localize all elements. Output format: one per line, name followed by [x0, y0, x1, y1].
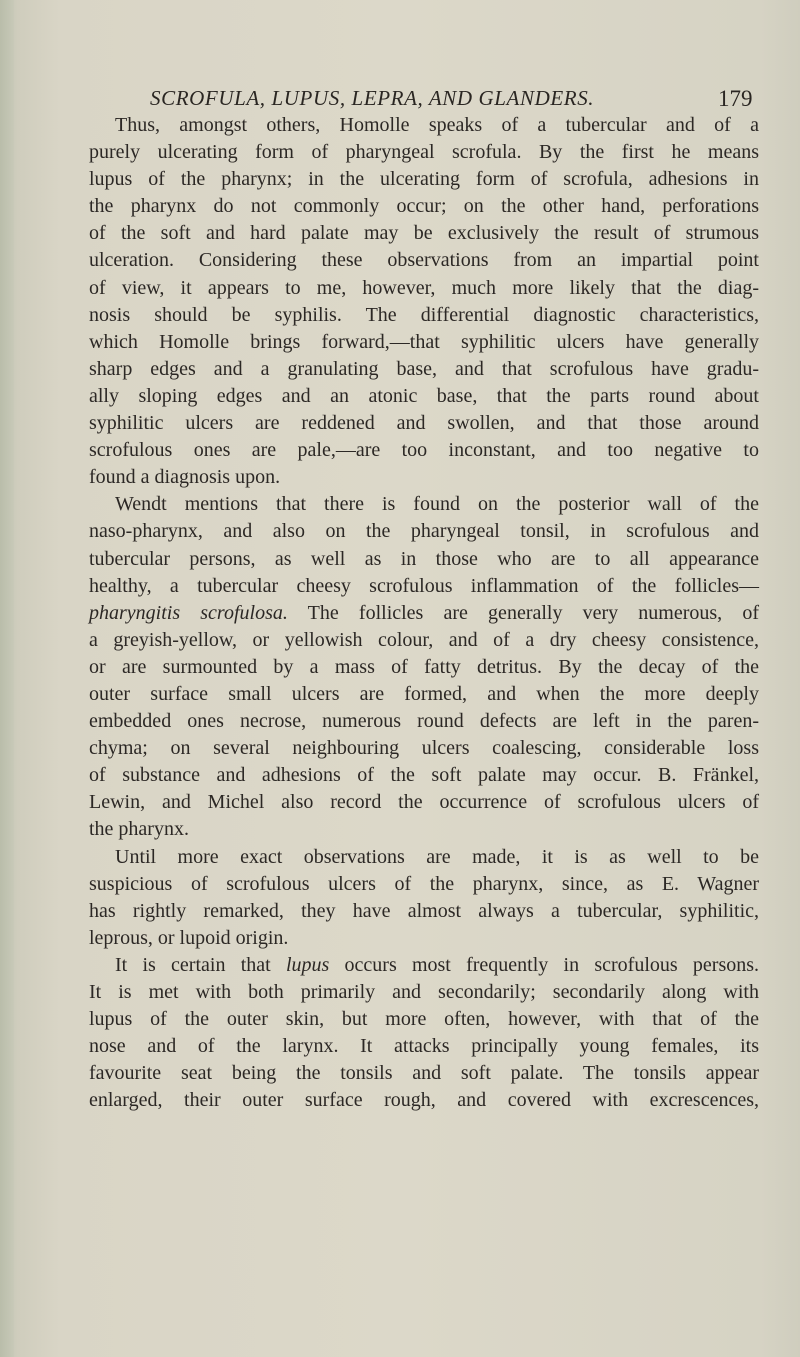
text-line: syphilitic ulcers are reddened and swollen, and that those around [89, 412, 759, 435]
text-line: of view, it appears to me, however, much more likely that the diag- [89, 276, 759, 299]
text-line: healthy, a tubercular cheesy scrofulous inflammation of the follicles— [89, 574, 759, 597]
page-number: 179 [718, 86, 753, 111]
text-line: nose and of the larynx. It attacks principally young females, its [89, 1035, 759, 1058]
text-span: It is certain that [115, 953, 286, 976]
text-line: enlarged, their outer surface rough, and covered with excrescences, [89, 1089, 759, 1112]
italic-term: lupus [285, 953, 330, 976]
text-line: sharp edges and a granulating base, and that scrofulous have gradu- [89, 357, 759, 380]
text-line: Wendt mentions that there is found on the posterior wall of the [115, 493, 759, 516]
text-line-mixed [89, 600, 759, 627]
text-line: scrofulous ones are pale,—are too inconstant, and too negative to [89, 439, 759, 462]
page-gutter-shadow [0, 0, 14, 1357]
text-line-mixed [89, 952, 759, 979]
text-line: of substance and adhesions of the soft palate may occur. B. Fränkel, [89, 764, 759, 787]
text-line: lupus of the outer skin, but more often, however, with that of the [89, 1008, 759, 1031]
text-line: Lewin, and Michel also record the occurrence of scrofulous ulcers of [89, 791, 759, 814]
text-line: ally sloping edges and an atonic base, that the parts round about [89, 384, 759, 407]
text-line: embedded ones necrose, numerous round defects are left in the paren- [89, 710, 759, 733]
text-line: It is met with both primarily and secondarily; secondarily along with [89, 981, 759, 1003]
text-line: tubercular persons, as well as in those who are to all appearance [89, 547, 759, 570]
text-line: Thus, amongst others, Homolle speaks of a tubercular and of a [115, 114, 759, 136]
text-line: which Homolle brings forward,—that syphilitic ulcers have generally [89, 330, 759, 353]
text-line: a greyish-yellow, or yellowish colour, and of a dry cheesy consistence, [89, 628, 759, 651]
text-line: favourite seat being the tonsils and soft palate. The tonsils appear [89, 1062, 759, 1085]
text-line: naso-pharynx, and also on the pharyngeal tonsil, in scrofulous and [89, 520, 759, 543]
text-line: leprous, or lupoid origin. [89, 926, 289, 949]
text-span: occurs most frequently in scrofulous persons. [329, 953, 760, 976]
text-line: lupus of the pharynx; in the ulcerating form of scrofula, adhesions in [89, 168, 759, 191]
text-span: The follicles are generally very numerous, of [307, 601, 759, 624]
text-line: the pharynx. [89, 818, 189, 841]
text-line: or are surmounted by a mass of fatty detritus. By the decay of the [89, 655, 759, 678]
text-line: outer surface small ulcers are formed, and when the more deeply [89, 682, 759, 705]
text-line: chyma; on several neighbouring ulcers coalescing, considerable loss [89, 737, 759, 760]
text-line: the pharynx do not commonly occur; on the other hand, perforations [89, 195, 759, 218]
text-line: found a diagnosis upon. [89, 466, 281, 489]
italic-term: pharyngitis scrofulosa. [89, 601, 288, 624]
text-line: of the soft and hard palate may be exclusively the result of strumous [89, 222, 759, 245]
text-line: Until more exact observations are made, it is as well to be [115, 845, 759, 868]
text-line: suspicious of scrofulous ulcers of the pharynx, since, as E. Wagner [89, 872, 759, 895]
text-line: nosis should be syphilis. The differential diagnostic characteristics, [89, 303, 759, 326]
text-line: ulceration. Considering these observations from an impartial point [89, 249, 759, 272]
body-text [89, 112, 759, 1114]
running-head: SCROFULA, LUPUS, LEPRA, AND GLANDERS. [150, 86, 595, 110]
text-line: has rightly remarked, they have almost always a tubercular, syphilitic, [89, 899, 759, 922]
text-line: purely ulcerating form of pharyngeal scrofula. By the first he means [89, 141, 759, 164]
